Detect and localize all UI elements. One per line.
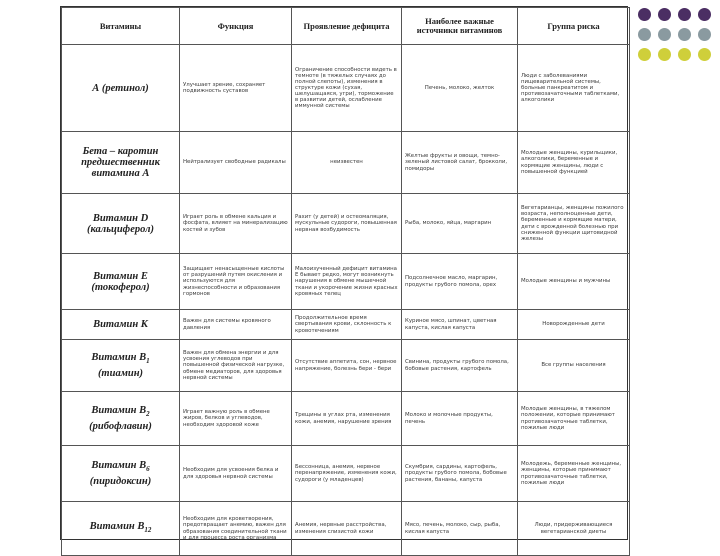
sources-cell: Печень, молоко, желток xyxy=(402,45,518,132)
header-risk: Группа риска xyxy=(518,8,630,45)
sources-cell: Куриное мясо, шпинат, цветная капуста, кислая капуста xyxy=(402,310,518,340)
decor-dot xyxy=(678,28,691,41)
vitamin-name: Витамин $В_6$ (пиридоксин) xyxy=(62,446,180,502)
deficiency-cell: Продолжительное время свертывания крови, склонность к кровотечениям xyxy=(292,310,402,340)
table-row xyxy=(62,340,630,392)
table-row xyxy=(62,254,630,310)
risk-cell: Вегетарианцы, женщины пожилого возраста, неполноценные дети, беременные и кормящие матери, дети с врожденной болезнью при сниженной функции щитовидной железы xyxy=(518,194,630,254)
table-row xyxy=(62,446,630,502)
decor-dot xyxy=(698,8,711,21)
vitamin-name: Витамин Е (токоферол) xyxy=(62,254,180,310)
sources-cell: Рыба, молоко, яйца, маргарин xyxy=(402,194,518,254)
vitamin-subscript: 12 xyxy=(144,526,152,535)
decor-dot xyxy=(658,28,671,41)
vitamin-subscript: 6 xyxy=(146,465,150,474)
deficiency-cell: Отсутствие аппетита, сон, нервное напряжение, болезнь бери - бери xyxy=(292,340,402,392)
vitamin-name: Витамин D (кальциферол) xyxy=(62,194,180,254)
vitamin-name: Бета – каротин предшественник витамина А xyxy=(62,132,180,194)
deficiency-cell: Трещины в углах рта, изменения кожи, анемия, нарушение зрения xyxy=(292,392,402,446)
vitamin-subscript: 1 xyxy=(146,357,150,366)
risk-cell: Молодые женщины и мужчины xyxy=(518,254,630,310)
risk-cell: Люди, придерживающиеся вегетарианской диеты xyxy=(518,502,630,556)
table-row xyxy=(62,132,630,194)
sources-cell: Мясо, печень, молоко, сыр, рыба, кислая капуста xyxy=(402,502,518,556)
risk-cell: Молодые женщины, в тяжелом положении, которые принимают противозачаточные таблетки, пожилые люди xyxy=(518,392,630,446)
function-cell: Играет важную роль в обмене жиров, белков и углеводов, необходим здоровой коже xyxy=(180,392,292,446)
decor-dot xyxy=(698,28,711,41)
vitamin-name: Витамин $В_1$ (тиамин) xyxy=(62,340,180,392)
risk-cell: Все группы населения xyxy=(518,340,630,392)
function-cell: Нейтрализует свободные радикалы xyxy=(180,132,292,194)
sources-cell: Скумбрия, сардины, картофель, продукты грубого помола, бобовые растения, бананы, капуста xyxy=(402,446,518,502)
decorative-dot-grid xyxy=(638,8,718,128)
vitamin-table xyxy=(61,7,630,556)
function-cell: Защищает ненасыщенные кислоты от разрушений путем окисления и используются для жизнеспособности и образования гормонов xyxy=(180,254,292,310)
function-cell: Важен для обмена энергии и для усвоения углеводов при повышенной физической нагрузке, обмене медиаторов, для здоровья нервной системы xyxy=(180,340,292,392)
sources-cell: Молоко и молочные продукты, печень xyxy=(402,392,518,446)
decor-dot xyxy=(638,8,651,21)
risk-cell: Люди с заболеваниями пищеварительной системы, больные панкреатитом и противозачаточными таблетками, алкоголики xyxy=(518,45,630,132)
table-header-row xyxy=(62,8,630,45)
function-cell: Улучшает зрение, сохраняет подвижность суставов xyxy=(180,45,292,132)
function-cell: Важен для системы кровяного давления xyxy=(180,310,292,340)
sources-cell: Желтые фрукты и овощи, темно-зеленый листовой салат, брокколи, помидоры xyxy=(402,132,518,194)
vitamin-chemical-name: (тиамин) xyxy=(97,367,144,379)
deficiency-cell: Ограничение способности видеть в темноте (в тяжелых случаях до полной слепоты), изменения в структуре кожи (сухая, шелушащаяся, угри), торможение в развитии детей, ослабление иммунной системы xyxy=(292,45,402,132)
deficiency-cell: Рахит (у детей) и остеомаляция, мускульные судороги, повышенная нервная возбудимость xyxy=(292,194,402,254)
function-cell: Играет роль в обмене кальция и фосфата, влияет на минерализацию костей и зубов xyxy=(180,194,292,254)
deficiency-cell: Малоизученный дефицит витамина Е бывает редко, могут возникнуть нарушения в обмене мышечной ткани и укорочение жизни красных кровяных телец xyxy=(292,254,402,310)
sources-cell: Подсолнечное масло, маргарин, продукты грубого помола, орех xyxy=(402,254,518,310)
risk-cell: Новорожденные дети xyxy=(518,310,630,340)
vitamin-chemical-name: (пиридоксин) xyxy=(89,475,152,487)
function-cell: Необходим для кроветворения, предотвращает анемию, важен для образования соединительной ткани и для процесса роста организма xyxy=(180,502,292,556)
sources-cell: Свинина, продукты грубого помола, бобовые растения, картофель xyxy=(402,340,518,392)
deficiency-cell: Анемия, нервные расстройства, изменения слизистой кожи xyxy=(292,502,402,556)
vitamin-table-sheet xyxy=(60,6,628,540)
risk-cell: Молодые женщины, курильщики, алкоголики, беременные и кормящие женщины, люди с повышенной функцией xyxy=(518,132,630,194)
decor-dot xyxy=(678,48,691,61)
decor-dot xyxy=(658,8,671,21)
header-function: Функция xyxy=(180,8,292,45)
deficiency-cell: неизвестен xyxy=(292,132,402,194)
header-vitamins: Витамины xyxy=(62,8,180,45)
risk-cell: Молодежь, беременные женщины, женщины, которые принимают противозачаточные таблетки, пожилые люди xyxy=(518,446,630,502)
deficiency-cell: Бессонница, анемия, нервное перенапряжение, изменения кожи, судороги (у младенцев) xyxy=(292,446,402,502)
vitamin-name: Витамин К xyxy=(62,310,180,340)
decor-dot xyxy=(658,48,671,61)
table-row xyxy=(62,392,630,446)
table-row xyxy=(62,45,630,132)
vitamin-name: А (ретинол) xyxy=(62,45,180,132)
decor-dot xyxy=(638,28,651,41)
table-row xyxy=(62,194,630,254)
vitamin-subscript: 2 xyxy=(146,410,150,419)
decor-dot xyxy=(678,8,691,21)
header-deficiency: Проявление дефицита xyxy=(292,8,402,45)
table-row xyxy=(62,502,630,556)
table-row xyxy=(62,310,630,340)
vitamin-name: Витамин $В_2$ (рибофлавин) xyxy=(62,392,180,446)
decor-dot xyxy=(638,48,651,61)
vitamin-chemical-name: (рибофлавин) xyxy=(89,420,152,432)
function-cell: Необходим для усвоения белка и для здоровья нервной системы xyxy=(180,446,292,502)
decor-dot xyxy=(698,48,711,61)
header-sources: Наиболее важные источники витаминов xyxy=(402,8,518,45)
vitamin-name: Витамин $В_{12}$ xyxy=(62,502,180,556)
